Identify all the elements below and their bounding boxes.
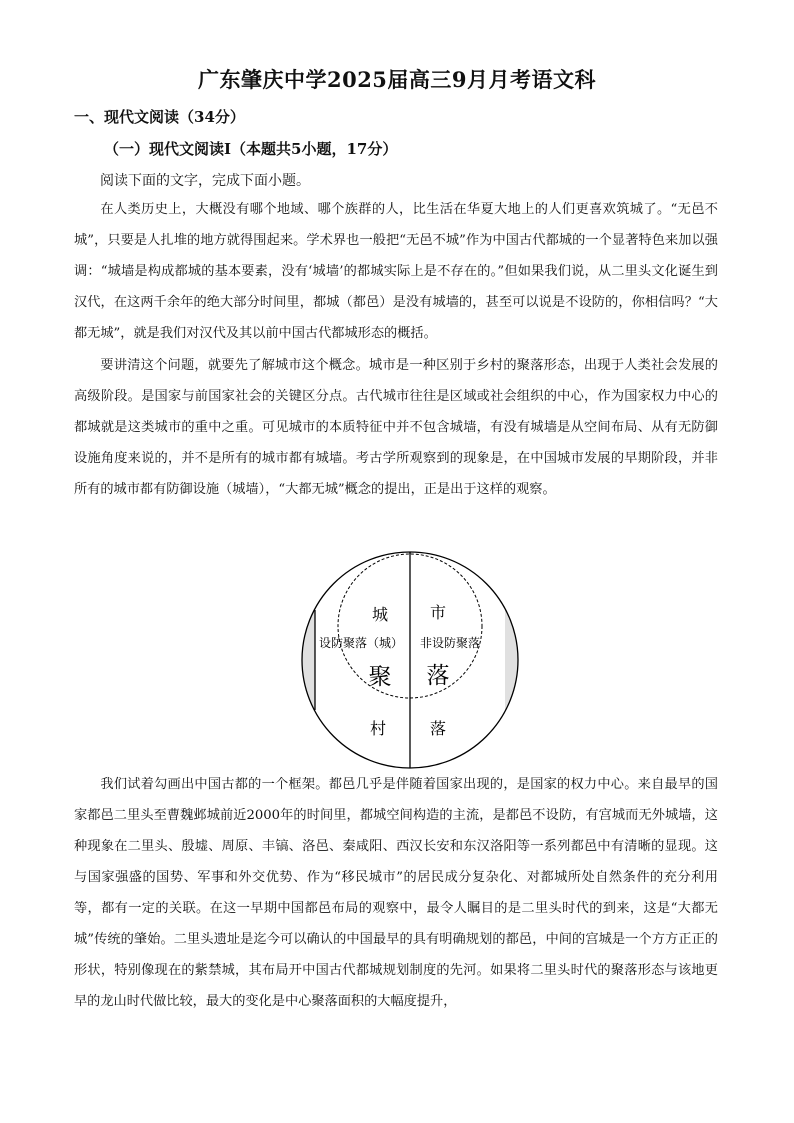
paragraph-3: 我们试着勾画出中国古都的一个框架。都邑几乎是伴随着国家出现的，是国家的权力中心。来自最早的国家都邑二里头至曹魏邺城前近2000年的时间里，都城空间构造的主流，是都邑不设防，有宫城而无外城墙，这种现象在二里头、殷墟、周原、丰镐、洛邑、秦咸阳、西汉长安和东汉洛阳等一系列都邑中有清晰的显现。这与国家强盛的国势、军事和外交优势、作为“移民城市”的居民成分复杂化、对都城所处自然条件的充分利用等，都有一定的关联。在这一早期中国都邑布局的观察中，最令人瞩目的是二里头时代的到来，这是“大都无城”传统的肇始。二里头遗址是迄今可以确认的中国最早的具有明确规划的都邑，中间的宫城是一个方方正正的形状，特别像现在的紫禁城，其布局开中国古代都城规划制度的先河。如果将二里头时代的聚落形态与该地更早的龙山时代做比较，最大的变化是中心聚落面积的大幅度提升， xyxy=(74,777,718,1009)
section-heading: 一、现代文阅读（34分） xyxy=(74,108,245,126)
label-fortified-settlement: 设防聚落（城） xyxy=(318,636,404,650)
page-title: 广东肇庆中学2025届高三9月月考语文科 xyxy=(197,67,597,92)
reading-instruction: 阅读下面的文字，完成下面小题。 xyxy=(100,173,310,189)
subsection-heading: （一）现代文阅读Ⅰ（本题共5小题，17分） xyxy=(104,140,398,158)
label-unfortified-settlement: 非设防聚落 xyxy=(419,636,481,650)
label-luo-large: 落 xyxy=(426,663,450,689)
label-cheng: 城 xyxy=(371,605,389,624)
label-ju: 聚 xyxy=(368,664,392,690)
label-cun: 村 xyxy=(369,719,387,738)
label-luo-small: 落 xyxy=(429,719,447,738)
label-shi: 市 xyxy=(429,603,447,622)
paragraph-1: 在人类历史上，大概没有哪个地域、哪个族群的人，比生活在华夏大地上的人们更喜欢筑城了。“无邑不城”，只要是人扎堆的地方就得围起来。学术界也一般把“无邑不城”作为中国古代都城的一个显著特色来加以强调：“城墙是构成都城的基本要素，没有‘城墙’的都城实际上是不存在的。”但如果我们说，从二里头文化诞生到汉代，在这两千余年的绝大部分时间里，都城（都邑）是没有城墙的，甚至可以说是不设防的，你相信吗？“大都无城”，就是我们对汉代及其以前中国古代都城形态的概括。 xyxy=(74,202,718,341)
paragraph-2: 要讲清这个问题，就要先了解城市这个概念。城市是一种区别于乡村的聚落形态，出现于人类社会发展的高级阶段。是国家与前国家社会的关键区分点。古代城市往往是区域或社会组织的中心，作为国家权力中心的都城就是这类城市的重中之重。可见城市的本质特征中并不包含城墙，有没有城墙是从空间布局、从有无防御设施角度来说的，并不是所有的城市都有城墙。考古学所观察到的现象是，在中国城市发展的早期阶段，并非所有的城市都有防御设施（城墙），“大都无城”概念的提出，正是出于这样的观察。 xyxy=(74,358,718,497)
city-settlement-diagram xyxy=(297,546,523,774)
